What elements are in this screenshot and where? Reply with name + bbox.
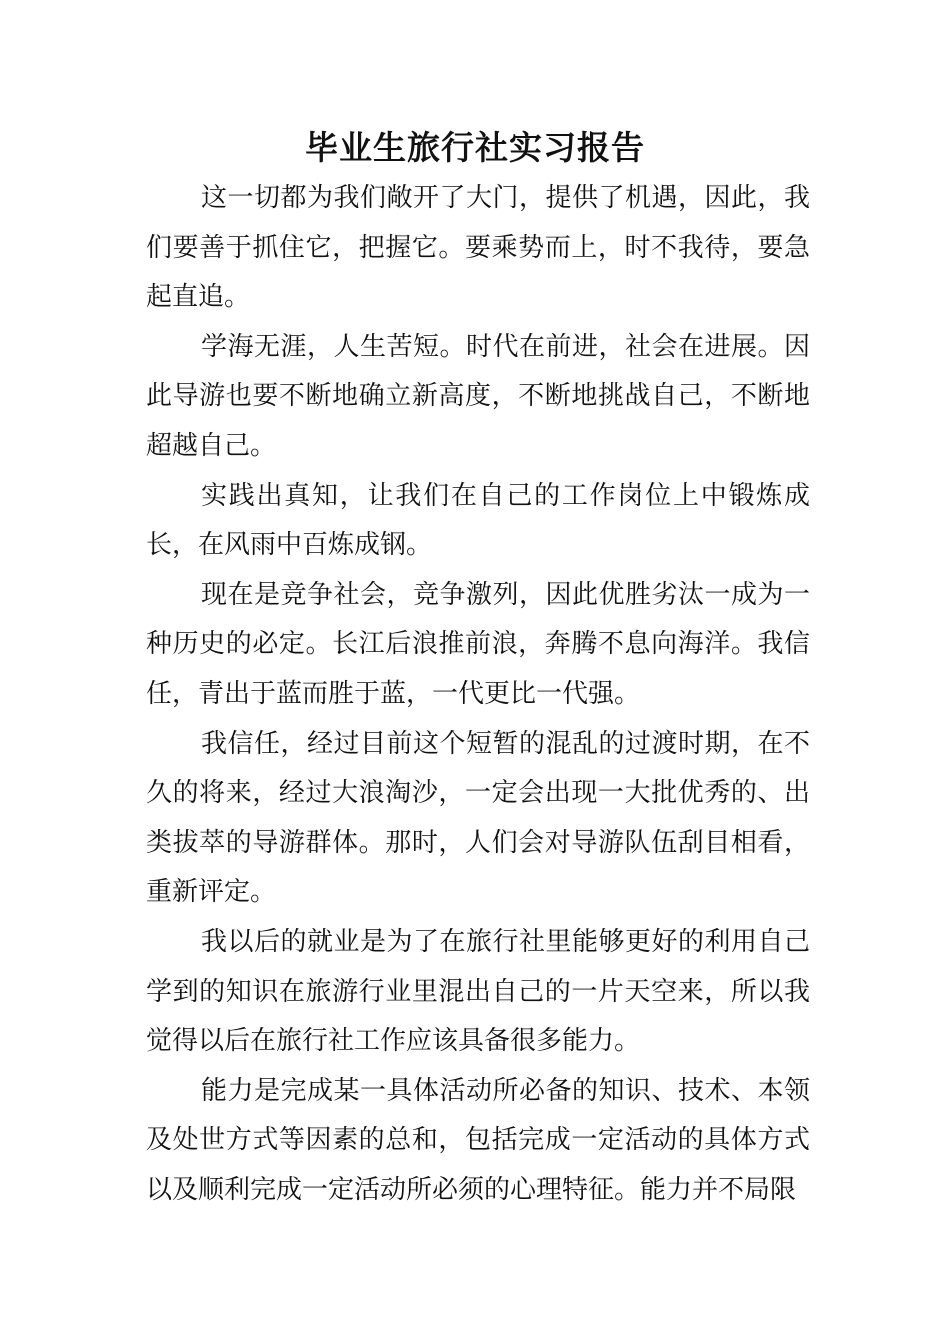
document-title: 毕业生旅行社实习报告 (305, 128, 645, 167)
paragraph-4: 现在是竞争社会，竞争激列，因此优胜劣汰一成为一种历史的必定。长江后浪推前浪，奔腾不息向海洋。我信任，青出于蓝而胜于蓝，一代更比一代强。 (146, 579, 810, 709)
document-body (146, 174, 810, 1215)
paragraph-3: 实践出真知，让我们在自己的工作岗位上中锻炼成长，在风雨中百炼成钢。 (146, 480, 810, 561)
paragraph-6: 我以后的就业是为了在旅行社里能够更好的利用自己学到的知识在旅游行业里混出自己的一片天空来，所以我觉得以后在旅行社工作应该具备很多能力。 (146, 926, 810, 1057)
paragraph-2: 学海无涯，人生苦短。时代在前进，社会在进展。因此导游也要不断地确立新高度，不断地挑战自己，不断地超越自己。 (146, 331, 810, 461)
paragraph-5: 我信任，经过目前这个短暂的混乱的过渡时期，在不久的将来，经过大浪淘沙，一定会出现一大批优秀的、出类拔萃的导游群体。那时，人们会对导游队伍刮目相看，重新评定。 (146, 728, 810, 908)
paragraph-1: 这一切都为我们敞开了大门，提供了机遇，因此，我们要善于抓住它，把握它。要乘势而上，时不我待，要急起直追。 (146, 183, 810, 313)
paragraph-7: 能力是完成某一具体活动所必备的知识、技术、本领及处世方式等因素的总和，包括完成一定活动的具体方式以及顺利完成一定活动所必须的心理特征。能力并不局限 (146, 1075, 810, 1205)
